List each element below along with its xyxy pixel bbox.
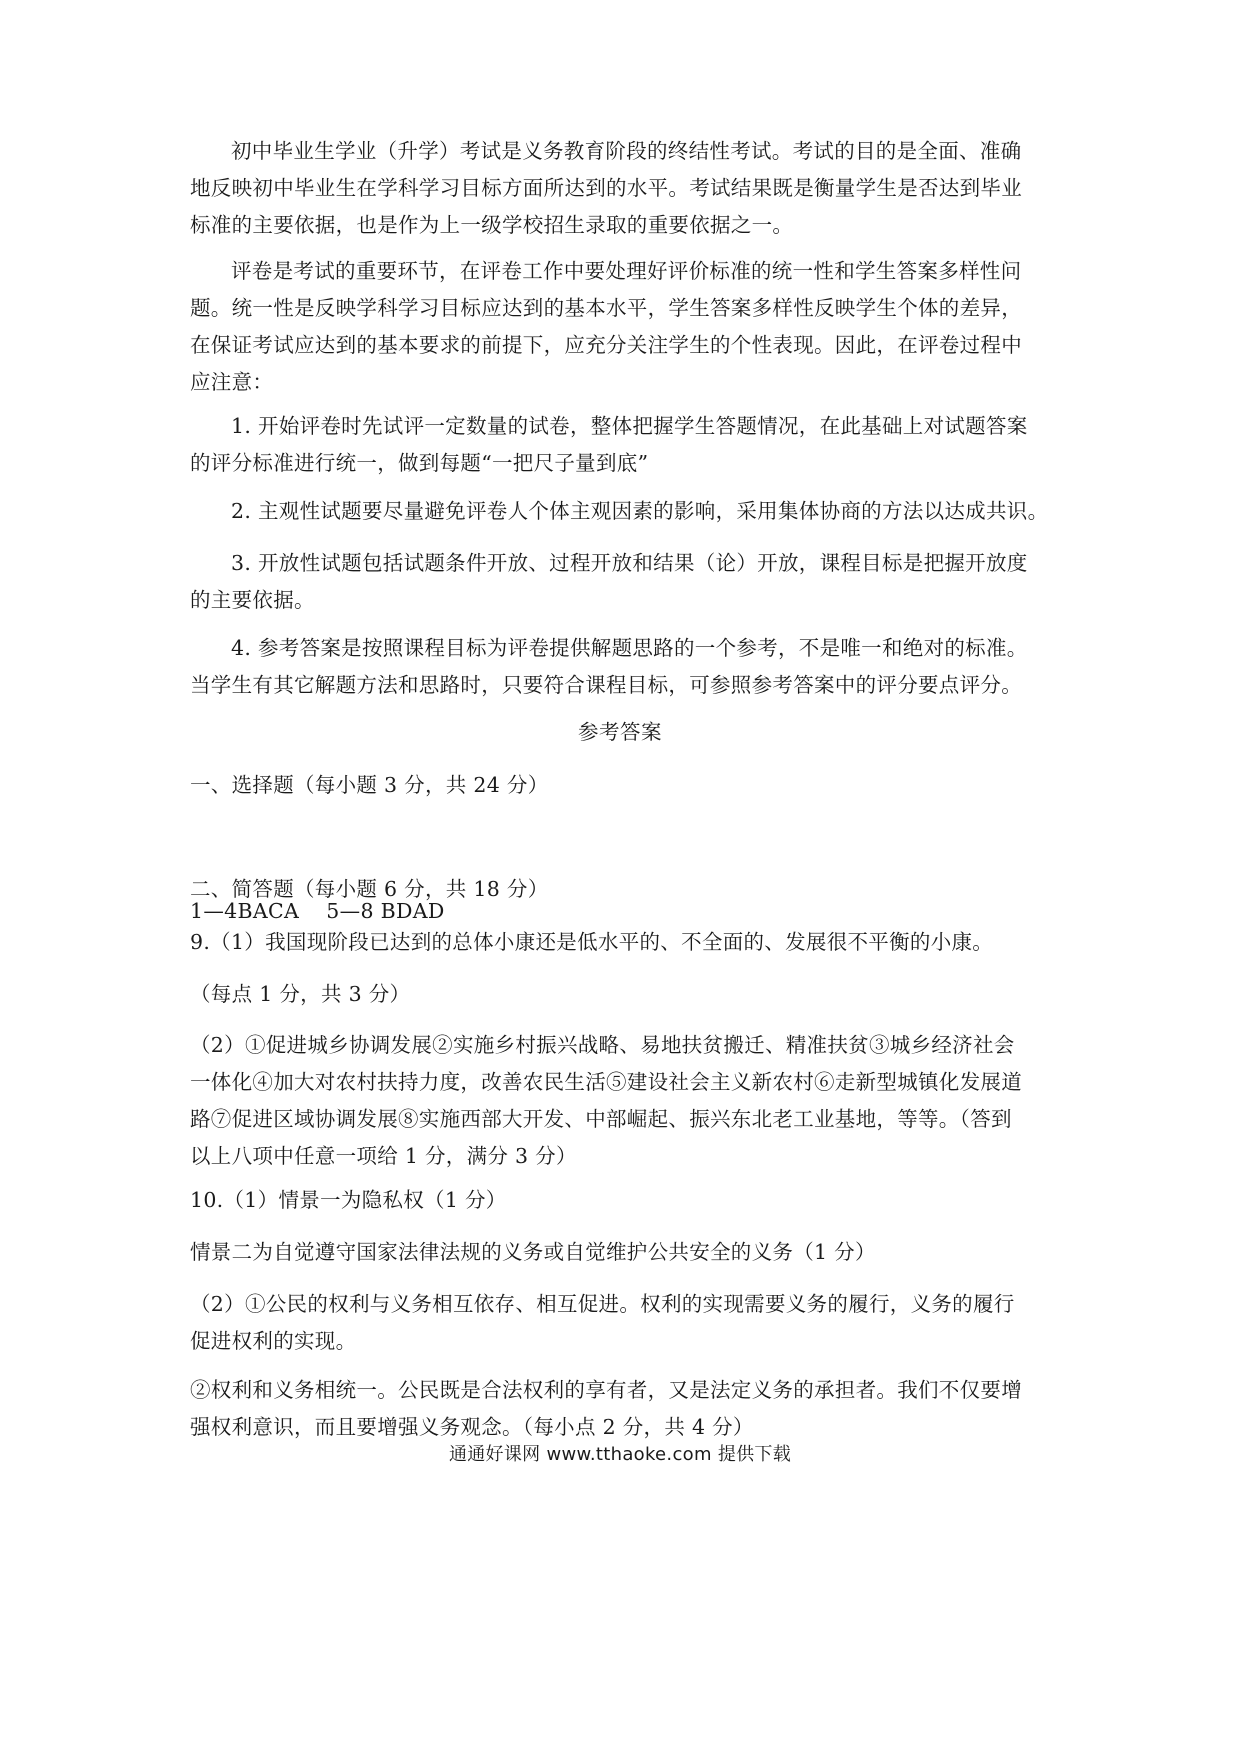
text-line: （2）①促进城乡协调发展②实施乡村振兴战略、易地扶贫搬迁、精准扶贫③城乡经济社会 <box>190 1033 1015 1057</box>
text-line: 的评分标准进行统一，做到每题“一把尺子量到底” <box>190 451 649 475</box>
rule-3 <box>190 545 1070 619</box>
intro-paragraph-1 <box>190 133 1070 244</box>
text-line: （每点 1 分，共 3 分） <box>190 982 411 1006</box>
text-line: 情景二为自觉遵守国家法律法规的义务或自觉维护公共安全的义务（1 分） <box>190 1240 876 1264</box>
text-line: 1. 开始评卷时先试评一定数量的试卷，整体把握学生答题情况，在此基础上对试题答案 <box>231 414 1028 438</box>
text-line: 的主要依据。 <box>190 588 315 612</box>
q9-part-1-score <box>190 976 1070 1013</box>
rule-4 <box>190 630 1070 704</box>
text-line: 促进权利的实现。 <box>190 1329 357 1353</box>
text-line: 4. 参考答案是按照课程目标为评卷提供解题思路的一个参考，不是唯一和绝对的标准。 <box>231 636 1028 660</box>
rule-2 <box>190 493 1070 530</box>
q10-part-1 <box>190 1182 1070 1219</box>
text-line: 强权利意识，而且要增强义务观念。（每小点 2 分，共 4 分） <box>190 1415 754 1439</box>
text-line: 地反映初中毕业生在学科学习目标方面所达到的水平。考试结果既是衡量学生是否达到毕业 <box>190 176 1022 200</box>
text-line: 以上八项中任意一项给 1 分，满分 3 分） <box>190 1144 577 1168</box>
text-line: 当学生有其它解题方法和思路时，只要符合课程目标，可参照参考答案中的评分要点评分。 <box>190 673 1022 697</box>
footer-watermark: 通通好课网 www.tthaoke.com 提供下载 <box>448 1444 792 1465</box>
text-line: 初中毕业生学业（升学）考试是义务教育阶段的终结性考试。考试的目的是全面、准确 <box>231 139 1022 163</box>
q10-part-2a <box>190 1286 1070 1360</box>
text-line: 二、简答题（每小题 6 分，共 18 分） <box>190 877 549 901</box>
text-line: 2. 主观性试题要尽量避免评卷人个体主观因素的影响，采用集体协商的方法以达成共识。 <box>231 499 1049 523</box>
section-2-heading <box>190 871 1070 908</box>
text-line: 10.（1）情景一为隐私权（1 分） <box>190 1188 507 1212</box>
text-line: 3. 开放性试题包括试题条件开放、过程开放和结果（论）开放，课程目标是把握开放度 <box>231 551 1028 575</box>
text-line: 路⑦促进区域协调发展⑧实施西部大开发、中部崛起、振兴东北老工业基地，等等。（答到 <box>190 1107 1012 1131</box>
text-line: 题。统一性是反映学科学习目标应达到的基本水平，学生答案多样性反映学生个体的差异， <box>190 296 1022 320</box>
q9-part-1 <box>190 924 1070 961</box>
text-line: 在保证考试应达到的基本要求的前提下，应充分关注学生的个性表现。因此，在评卷过程中 <box>190 333 1022 357</box>
text-line: 1—4BACA 5—8 BDAD <box>190 899 445 923</box>
text-line: ②权利和义务相统一。公民既是合法权利的享有者，又是法定义务的承担者。我们不仅要增 <box>190 1378 1022 1402</box>
rule-1 <box>190 408 1070 482</box>
text-line: 一体化④加大对农村扶持力度，改善农民生活⑤建设社会主义新农村⑥走新型城镇化发展道 <box>190 1070 1022 1094</box>
q9-part-2 <box>190 1027 1070 1175</box>
answers-title: 参考答案 <box>578 720 662 744</box>
text-line: 一、选择题（每小题 3 分，共 24 分） <box>190 773 549 797</box>
q10-part-2b <box>190 1372 1070 1446</box>
q10-part-1b <box>190 1234 1070 1271</box>
text-line: （2）①公民的权利与义务相互依存、相互促进。权利的实现需要义务的履行，义务的履行 <box>190 1292 1015 1316</box>
text-line: 9.（1）我国现阶段已达到的总体小康还是低水平的、不全面的、发展很不平衡的小康。 <box>190 930 994 954</box>
intro-paragraph-2 <box>190 253 1070 401</box>
text-line: 评卷是考试的重要环节，在评卷工作中要处理好评价标准的统一性和学生答案多样性问 <box>231 259 1022 283</box>
text-line: 应注意： <box>190 370 274 394</box>
section-1-heading <box>190 767 1070 804</box>
text-line: 标准的主要依据，也是作为上一级学校招生录取的重要依据之一。 <box>190 213 794 237</box>
